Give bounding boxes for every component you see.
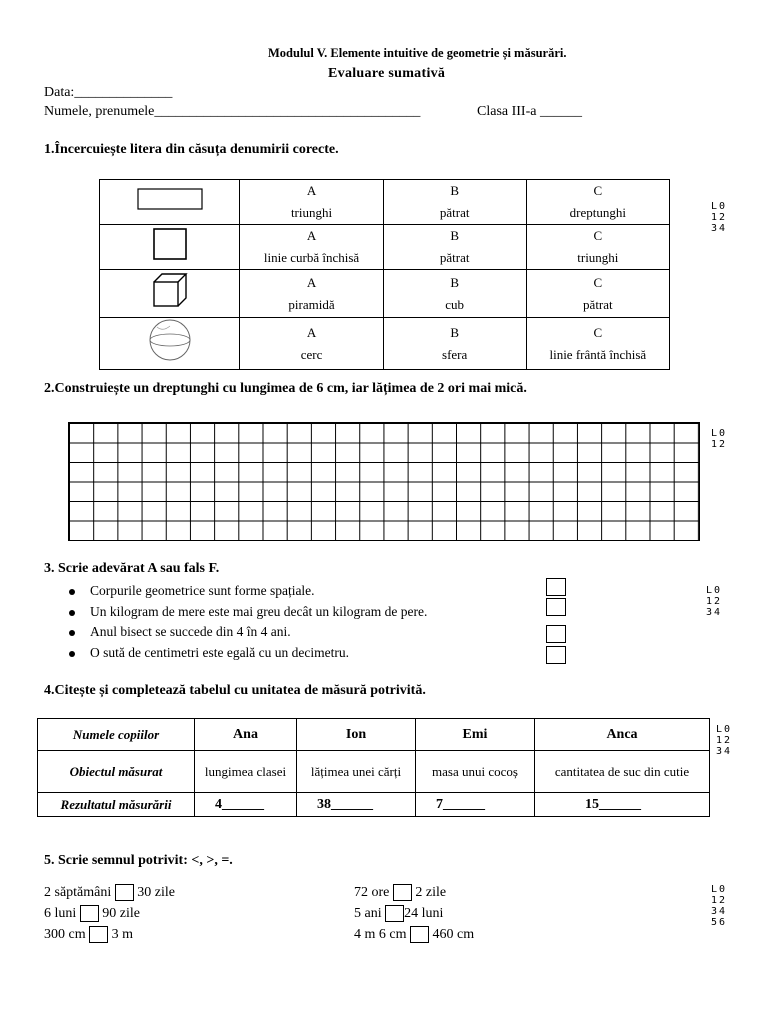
option-b[interactable]: B sfera [383,318,526,370]
table-row [38,751,710,793]
square-icon [150,226,190,262]
option-a[interactable]: A triunghi [240,180,383,225]
q1-table [99,179,670,370]
row-header: Obiectul măsurat [38,751,195,793]
comparison-row: 2 săptămâni 30 zile [44,885,175,900]
q4-title: 4.Citește și completează tabelul cu unitatea de măsură potrivită. [44,683,426,698]
measurement-table [37,718,710,817]
statement-list [60,581,427,663]
option-a[interactable]: A piramidă [240,270,383,318]
table-row [100,180,670,225]
shape-cell [100,318,240,370]
list-item: Anul bisect se succede din 4 în 4 ani. [60,622,427,643]
measured-object: lungimea clasei [195,751,297,793]
drawing-grid[interactable] [68,422,700,541]
sign-box[interactable] [80,905,99,922]
answer-box-2[interactable] [546,598,566,616]
option-c[interactable]: C triunghi [526,225,669,270]
option-c[interactable]: C pătrat [526,270,669,318]
cube-icon [150,270,190,310]
sign-box[interactable] [410,926,429,943]
module-title: Modulul V. Elemente intuitive de geometrie și măsurări. [268,46,567,60]
sign-box[interactable] [115,884,134,901]
q4-score: L0 12 34 [716,724,733,757]
answer-box-1[interactable] [546,578,566,596]
name-line: Numele, prenumele______________________________________ [44,104,421,119]
option-c[interactable]: C linie frântă închisă [526,318,669,370]
list-item: Corpurile geometrice sunt forme spațiale. [60,581,427,602]
date-line: Data:______________ [44,85,173,100]
option-c[interactable]: C dreptunghi [526,180,669,225]
option-b[interactable]: B cub [383,270,526,318]
comparison-row: 300 cm 3 m [44,927,133,942]
row-header: Rezultatul măsurării [38,793,195,817]
q2-score: L0 12 [711,428,728,450]
table-row [38,719,710,751]
q5-score: L0 12 34 56 [711,884,728,928]
q1-score: L0 12 34 [711,201,728,234]
measured-object: lățimea unei cărți [297,751,416,793]
answer-box-4[interactable] [546,646,566,664]
table-row [100,225,670,270]
child-name: Ana [195,719,297,751]
sign-box[interactable] [393,884,412,901]
comparison-row: 6 luni 90 zile [44,906,140,921]
child-name: Emi [416,719,535,751]
comparison-row: 4 m 6 cm 460 cm [354,927,475,942]
list-item: Un kilogram de mere este mai greu decât un kilogram de pere. [60,602,427,623]
rectangle-icon [135,185,205,213]
option-b[interactable]: B pătrat [383,225,526,270]
q1-title: 1.Încercuiește litera din căsuța denumirii corecte. [44,142,339,157]
sphere-icon [145,318,195,362]
option-a[interactable]: A cerc [240,318,383,370]
shape-cell [100,270,240,318]
class-line: Clasa III-a ______ [477,104,582,119]
shape-cell [100,225,240,270]
q5-title: 5. Scrie semnul potrivit: <, >, =. [44,853,233,868]
table-row [100,318,670,370]
sign-box[interactable] [385,905,404,922]
option-a[interactable]: A linie curbă închisă [240,225,383,270]
table-row [100,270,670,318]
q3-score: L0 12 34 [706,585,723,618]
comparison-row: 72 ore 2 zile [354,885,447,900]
comparison-row: 5 ani 24 luni [354,906,444,921]
row-header: Numele copiilor [38,719,195,751]
page-title: Evaluare sumativă [328,66,446,81]
child-name: Ion [297,719,416,751]
shape-cell [100,180,240,225]
sign-box[interactable] [89,926,108,943]
table-row [38,793,710,817]
answer-box-3[interactable] [546,625,566,643]
child-name: Anca [535,719,710,751]
q3-title: 3. Scrie adevărat A sau fals F. [44,561,220,576]
list-item: O sută de centimetri este egală cu un decimetru. [60,643,427,664]
measured-object: masa unui cocoș [416,751,535,793]
result-cell[interactable]: 38______ [297,793,416,817]
option-b[interactable]: B pătrat [383,180,526,225]
result-cell[interactable]: 15______ [535,793,710,817]
measured-object: cantitatea de suc din cutie [535,751,710,793]
result-cell[interactable]: 7______ [416,793,535,817]
result-cell[interactable]: 4______ [195,793,297,817]
q2-title: 2.Construiește un dreptunghi cu lungimea de 6 cm, iar lățimea de 2 ori mai mică. [44,381,527,396]
